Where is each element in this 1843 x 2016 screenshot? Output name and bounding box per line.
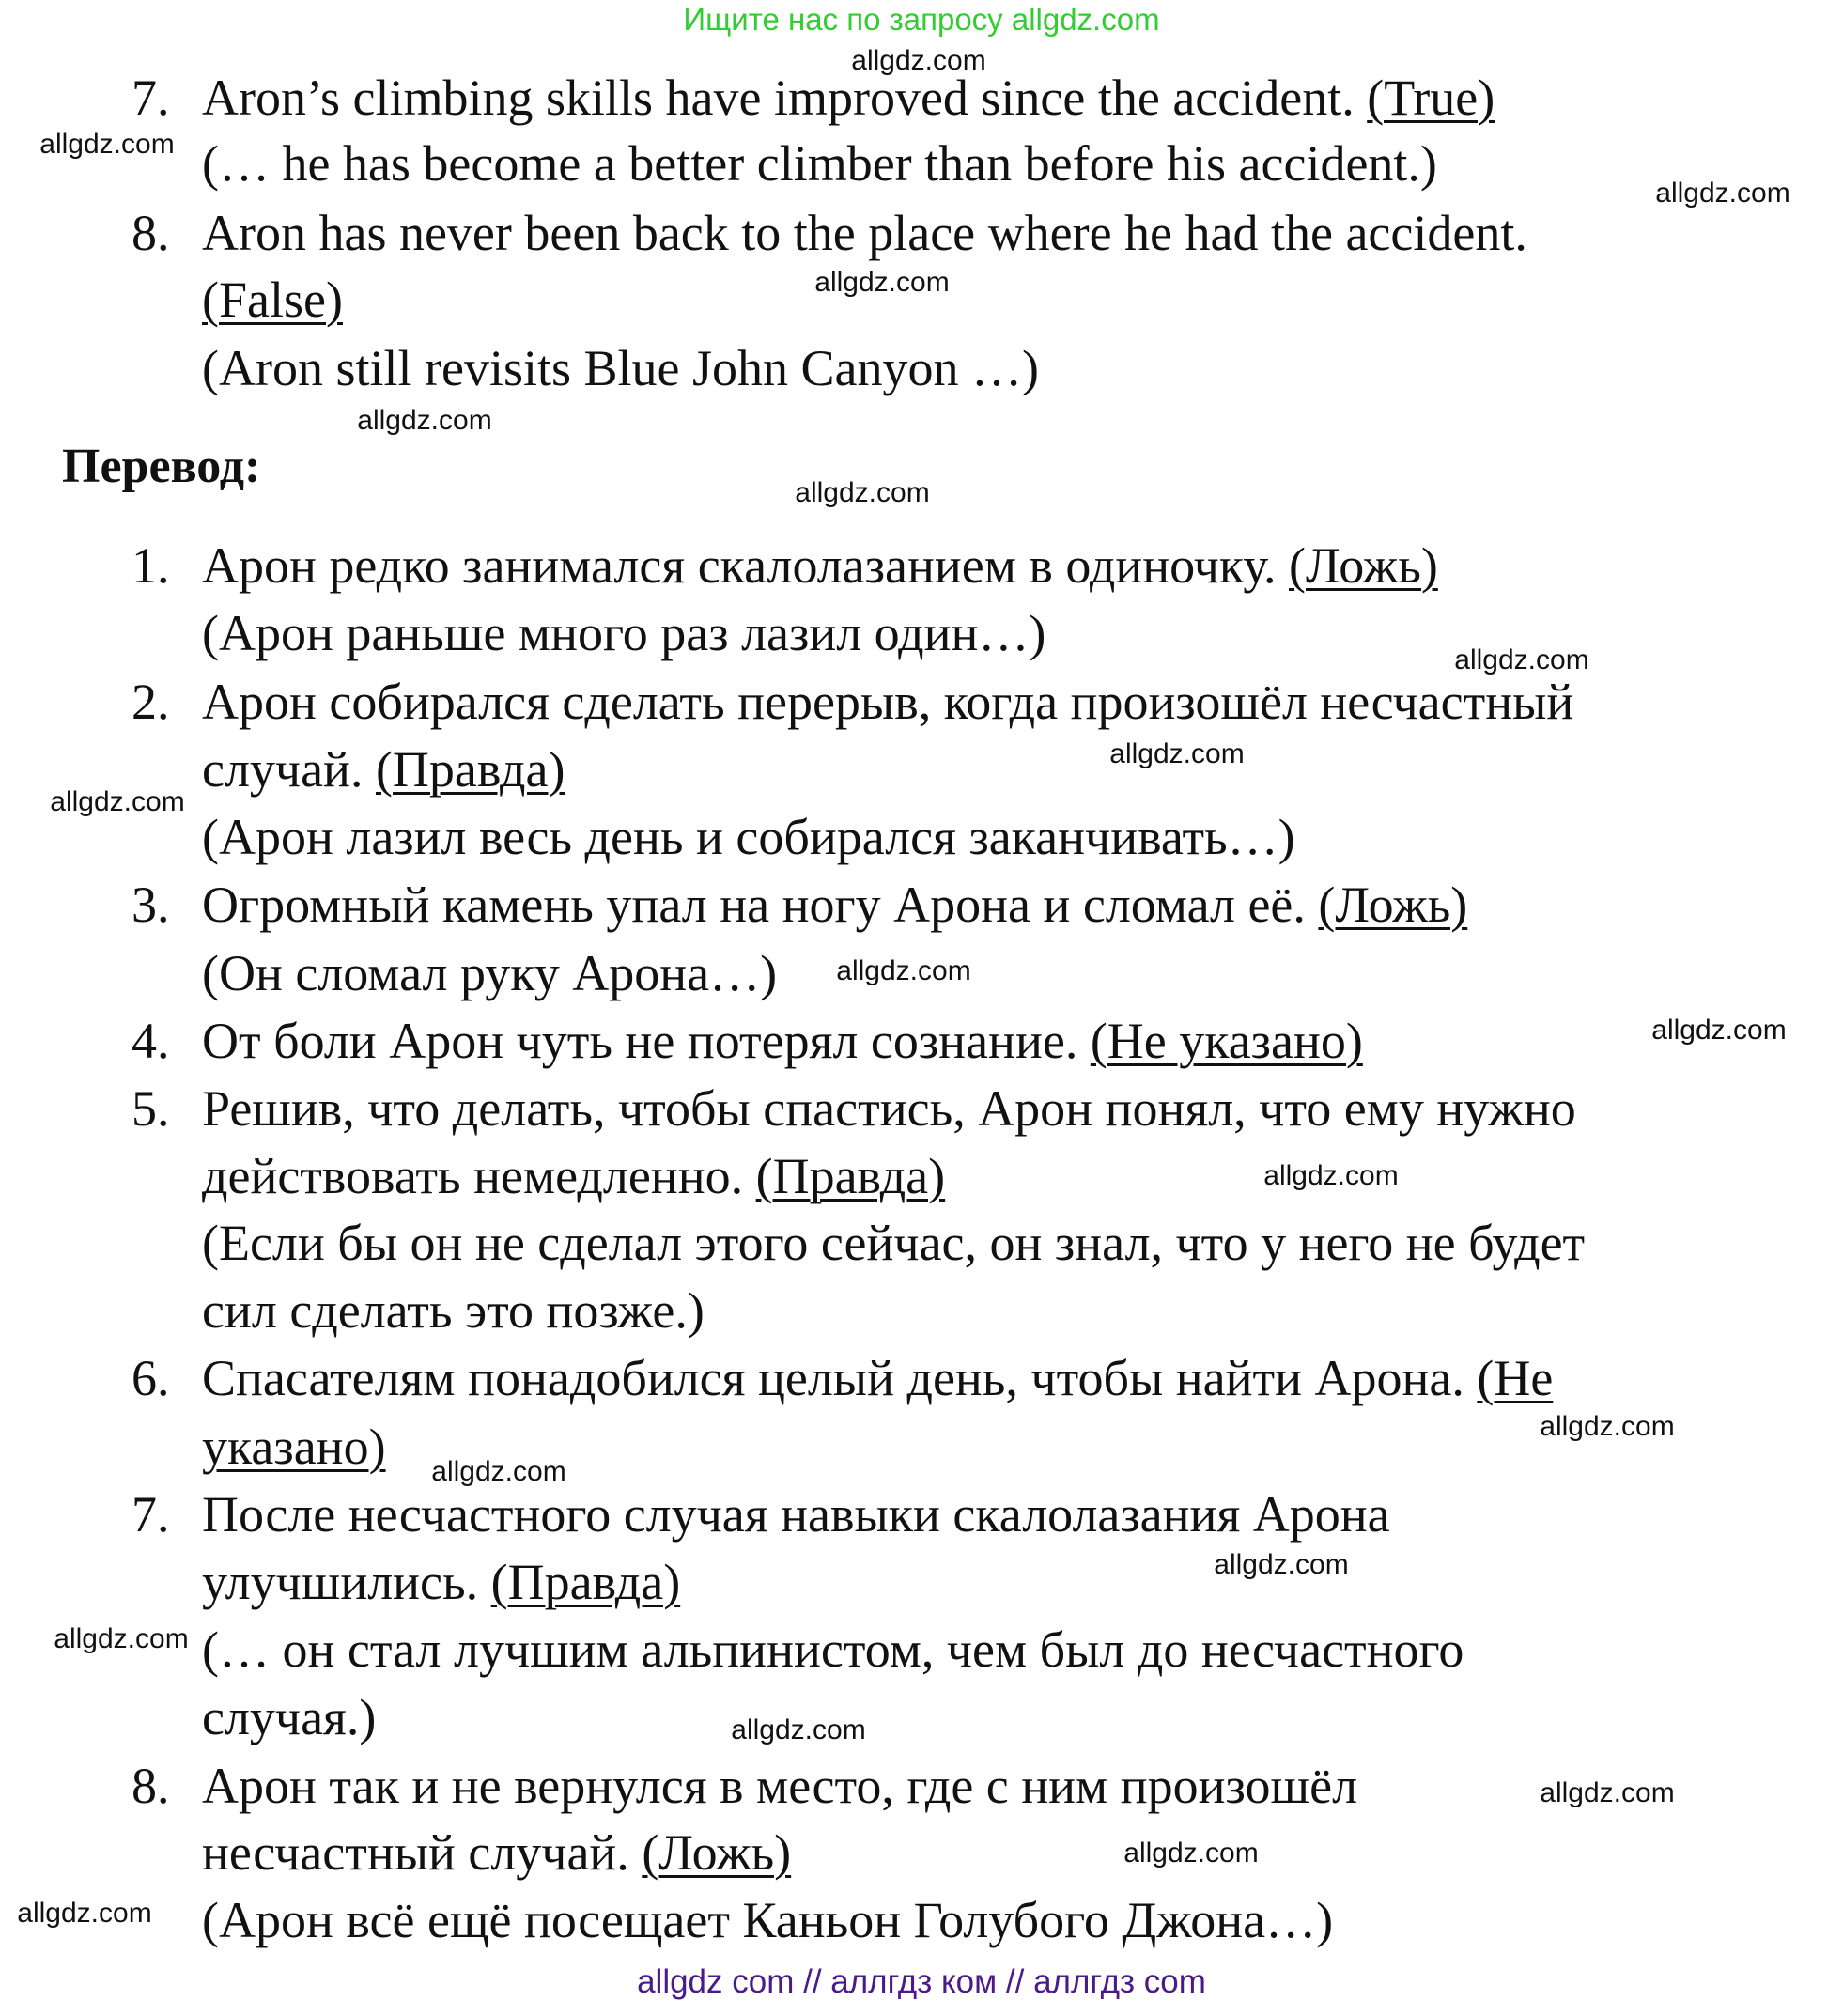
explanation: (Если бы он не сделал этого сейчас, он знал, что у него не будет [202, 1215, 1586, 1271]
statement: Решив, что делать, чтобы спастись, Арон понял, что ему нужно [202, 1080, 1576, 1137]
answer: (True) [1367, 70, 1495, 126]
watermark: allgdz.com [1651, 1015, 1787, 1046]
statement: Спасателям понадобился целый день, чтобы найти Арона. [202, 1350, 1478, 1406]
watermark: allgdz.com [1655, 178, 1790, 209]
answer: (Не указано) [1090, 1013, 1363, 1069]
watermark: allgdz.com [814, 267, 950, 298]
watermark: allgdz.com [50, 786, 185, 817]
statement: От боли Арон чуть не потерял сознание. [202, 1013, 1091, 1069]
explanation: (… he has become a better climber than before his accident.) [202, 135, 1437, 192]
item-number: 7. [132, 70, 170, 126]
item-number: 4. [132, 1013, 170, 1069]
statement: Арон так и не вернулся в место, где с ним произошёл [202, 1758, 1358, 1814]
answer: (Ложь) [1318, 876, 1468, 933]
explanation: (Aron still revisits Blue John Canyon …) [202, 340, 1039, 396]
item-number: 2. [132, 674, 170, 730]
watermark: allgdz.com [1540, 1411, 1675, 1442]
search-banner: Ищите нас по запросу allgdz.com [683, 2, 1160, 37]
statement: Aron’s climbing skills have improved since the accident. [202, 70, 1368, 126]
item-number: 8. [132, 205, 170, 261]
watermark: allgdz.com [851, 45, 986, 76]
watermark: allgdz.com [357, 405, 492, 436]
watermark: allgdz.com [1263, 1160, 1399, 1191]
watermark: allgdz.com [1214, 1549, 1349, 1580]
explanation: (Арон раньше много раз лазил один…) [202, 605, 1046, 661]
answer: (Правда) [375, 741, 565, 798]
answer: (Не [1477, 1350, 1554, 1406]
watermark: allgdz.com [431, 1456, 566, 1487]
watermark: allgdz.com [1109, 738, 1245, 769]
item-number: 7. [132, 1486, 170, 1543]
answer: (Правда) [490, 1554, 681, 1610]
explanation: (… он стал лучшим альпинистом, чем был до несчастного [202, 1621, 1464, 1678]
answer: (Правда) [755, 1148, 946, 1204]
statement: После несчастного случая навыки скалолазания Арона [202, 1486, 1390, 1543]
item-number: 3. [132, 876, 170, 933]
statement-cont: случай. [202, 741, 376, 798]
statement-cont: действовать немедленно. [202, 1148, 756, 1204]
statement: Арон собирался сделать перерыв, когда произошёл несчастный [202, 674, 1574, 730]
item-number: 1. [132, 537, 170, 594]
item-number: 6. [132, 1350, 170, 1406]
explanation-cont: случая.) [202, 1689, 377, 1745]
statement-cont: улучшились. [202, 1554, 491, 1610]
watermark: allgdz.com [39, 129, 175, 160]
explanation: (Он сломал руку Арона…) [202, 945, 778, 1001]
watermark: allgdz.com [795, 477, 930, 508]
explanation-cont: сил сделать это позже.) [202, 1282, 705, 1339]
answer: (Ложь) [1288, 537, 1438, 594]
footer-watermark: allgdz com // аллгдз ком // аллгдз com [637, 1963, 1206, 2000]
translation-heading: Перевод: [62, 440, 261, 493]
answer: (Ложь) [642, 1824, 792, 1881]
item-number: 5. [132, 1080, 170, 1137]
answer-cont: указано) [202, 1419, 386, 1475]
statement: Aron has never been back to the place where he had the accident. [202, 205, 1527, 261]
explanation: (Арон лазил весь день и собирался заканчивать…) [202, 809, 1295, 865]
watermark: allgdz.com [17, 1898, 152, 1929]
explanation: (Арон всё ещё посещает Каньон Голубого Джона…) [202, 1892, 1334, 1948]
watermark: allgdz.com [836, 955, 971, 986]
item-number: 8. [132, 1758, 170, 1814]
watermark: allgdz.com [1454, 644, 1589, 675]
watermark: allgdz.com [1123, 1838, 1259, 1869]
statement-cont: несчастный случай. [202, 1824, 643, 1881]
answer: (False) [202, 271, 343, 328]
watermark: allgdz.com [1540, 1777, 1675, 1808]
watermark: allgdz.com [731, 1714, 866, 1745]
statement: Огромный камень упал на ногу Арона и сломал её. [202, 876, 1319, 933]
statement: Арон редко занимался скалолазанием в одиночку. [202, 537, 1289, 594]
watermark: allgdz.com [54, 1623, 189, 1654]
